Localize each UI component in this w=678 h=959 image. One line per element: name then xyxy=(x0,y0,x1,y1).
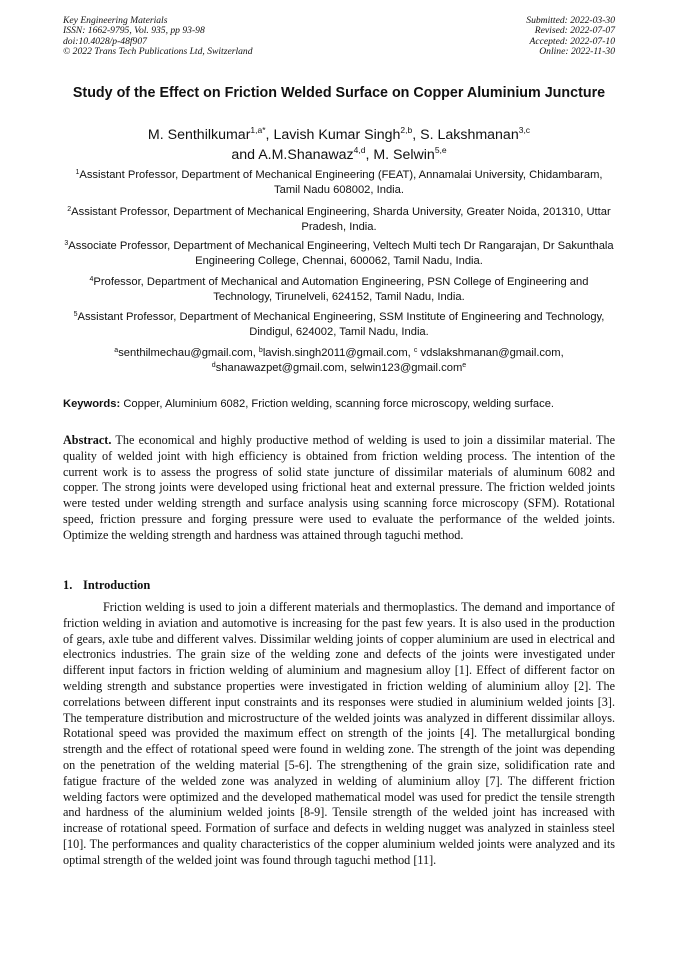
date-revised: Revised: 2022-07-07 xyxy=(534,25,615,37)
date-accepted: Accepted: 2022-07-10 xyxy=(529,35,615,47)
author-affiliation-mark: 1,a* xyxy=(250,125,266,135)
email-link[interactable]: shanawazpet@gmail.com xyxy=(215,361,344,374)
author-affiliation-mark: 4,d xyxy=(353,145,366,155)
email-link[interactable]: vdslakshmanan@gmail.com xyxy=(420,347,561,359)
section-number: 1. xyxy=(63,578,73,592)
affiliation: $^5$Assistant Professor, Department of Mechanical Engineering, SSM Institute of Engineering and Technology, Dindigul, 624002, Tamil Nadu, India. xyxy=(73,311,605,338)
email-link[interactable]: senthilmechau@gmail.com xyxy=(118,347,253,359)
keywords xyxy=(63,397,623,411)
introduction-paragraph: Friction welding is used to join a different materials and thermoplastics. The demand and importance of friction welding in aviation and automotive is increasing for the past few years. It is also used in the production of gears, axle tube and different valves. Dissimilar welding joints of copper aluminium are used in electrical and electronics industries. The grain size of the welding zone and defects of the joints were investigated under different input factors in friction welding of aluminium and magnesium alloy [1]. Effect of different factor on welding strength and substance properties were investigated in friction welding of aluminium alloy [2]. The correlations between different input constraints and its responses were studied in aluminium welded joints [3]. The temperature distribution and microstructure of the welded joints was analyzed in different dissimilar alloys. Rotational speed was provided the maximum effect on strength of the joints [4]. The metallurgical bonding strength and the effect of rotational speed were found in welding zone. The strength of the joint was depending on the penetration of the welding material [5-6]. The strengthening of the grain size, solidification rate and fatigue fracture of the welded zone was analyzed in welding of aluminium alloy [7]. The different friction welding factors were optimized and the developed mathematical model was used for predict the tensile strength and hardness of the aluminium welded joints [8-9]. Tensile strength of the welded joint has increased with increase of rotational speed. Formation of surface and defects in welding nugget was analyzed in stainless steel [10]. The performances and quality characteristics of the copper aluminium welded joints were analyzed and its optimal strength of the welded joint was found through taguchi method [11]. xyxy=(63,600,615,867)
journal-name: Key Engineering Materials xyxy=(63,15,168,26)
affiliation: $^2$Assistant Professor, Department of Mechanical Engineering, Sharda University, Greater Noida, 201310, Uttar Pradesh, India. xyxy=(67,206,611,233)
keywords-text: Copper, Aluminium 6082, Friction welding, scanning force microscopy, welding surface. xyxy=(123,398,555,410)
journal-doi: doi:10.4028/p-48f907 xyxy=(63,35,147,47)
journal-issn: ISSN: 1662-9795, Vol. 935, pp 93-98 xyxy=(63,25,205,37)
journal-info xyxy=(63,16,253,58)
date-online: Online: 2022-11-30 xyxy=(539,46,615,58)
date-submitted: Submitted: 2022-03-30 xyxy=(526,15,615,26)
abstract-text: The economical and highly productive method of welding is used to join a dissimilar material. The quality of welded joint with high efficiency is obtained from friction welding process. The intention of the current work is to assess the progress of solid state juncture of dissimilar materials of aluminum 6082 and copper. The strong joints were developed using frictional heat and external pressure. The friction welded joints were tested under welding strength and surface analysis using scanning force microscopy (SFM). Rotational speed, friction pressure and forging pressure were used to evaluate the performance of the welded joints. Optimize the welding strength and hardness was attained through taguchi method. xyxy=(63,433,615,542)
keywords-label: Keywords: xyxy=(63,398,121,410)
submission-dates xyxy=(526,16,615,58)
email-link[interactable]: lavish.singh2011@gmail.com xyxy=(262,347,408,359)
email-link[interactable]: selwin123@gmail.com xyxy=(350,361,463,374)
journal-copyright: © 2022 Trans Tech Publications Ltd, Switzerland xyxy=(63,46,253,58)
author-name: M. Senthilkumar xyxy=(147,127,251,143)
author-affiliation-mark: 5,e xyxy=(434,145,447,155)
affiliation: $^4$Professor, Department of Mechanical and Automation Engineering, PSN College of Engineering and Technology, Tirunelveli, 624152, Tamil Nadu, India. xyxy=(89,276,589,303)
author-name: M. Selwin xyxy=(373,147,435,163)
author-affiliation-mark: 2,b xyxy=(400,125,413,135)
author-name: Lavish Kumar Singh xyxy=(273,127,401,143)
author-name: A.M.Shanawaz xyxy=(258,147,354,163)
author-name: S. Lakshmanan xyxy=(420,127,519,143)
affiliation: $^1$Assistant Professor, Department of Mechanical Engineering (FEAT), Annamalai University, Chidambaram, Tamil Nadu 608002, India. xyxy=(75,169,603,196)
author-affiliation-mark: 3,c xyxy=(518,125,531,135)
author-emails: $^a$senthilmechau@gmail.com, $^b$lavish.singh2011@gmail.com, $^c$ vdslakshmanan@gmail.com, $^d$shanawazpet@gmail.com, selwin123@gmail.com$^e$ xyxy=(114,347,564,374)
abstract xyxy=(63,433,615,544)
section-title: Introduction xyxy=(83,578,151,592)
abstract-label: Abstract. xyxy=(63,433,112,447)
section-heading xyxy=(63,577,150,593)
paper-title: Study of the Effect on Friction Welded Surface on Copper Aluminium Juncture xyxy=(72,85,606,101)
author-list: M. Senthilkumar$^{1,a*}$, Lavish Kumar Singh$^{2,b}$, S. Lakshmanan$^{3,c}$ and A.M.Shanawaz$^{4,d}$, M. Selwin$^{5,e}$ xyxy=(147,125,531,163)
affiliation: $^3$Associate Professor, Department of Mechanical Engineering, Veltech Multi tech Dr Rangarajan, Dr Sakunthala Engineering College, Chennai, 600062, Tamil Nadu, India. xyxy=(64,240,614,267)
